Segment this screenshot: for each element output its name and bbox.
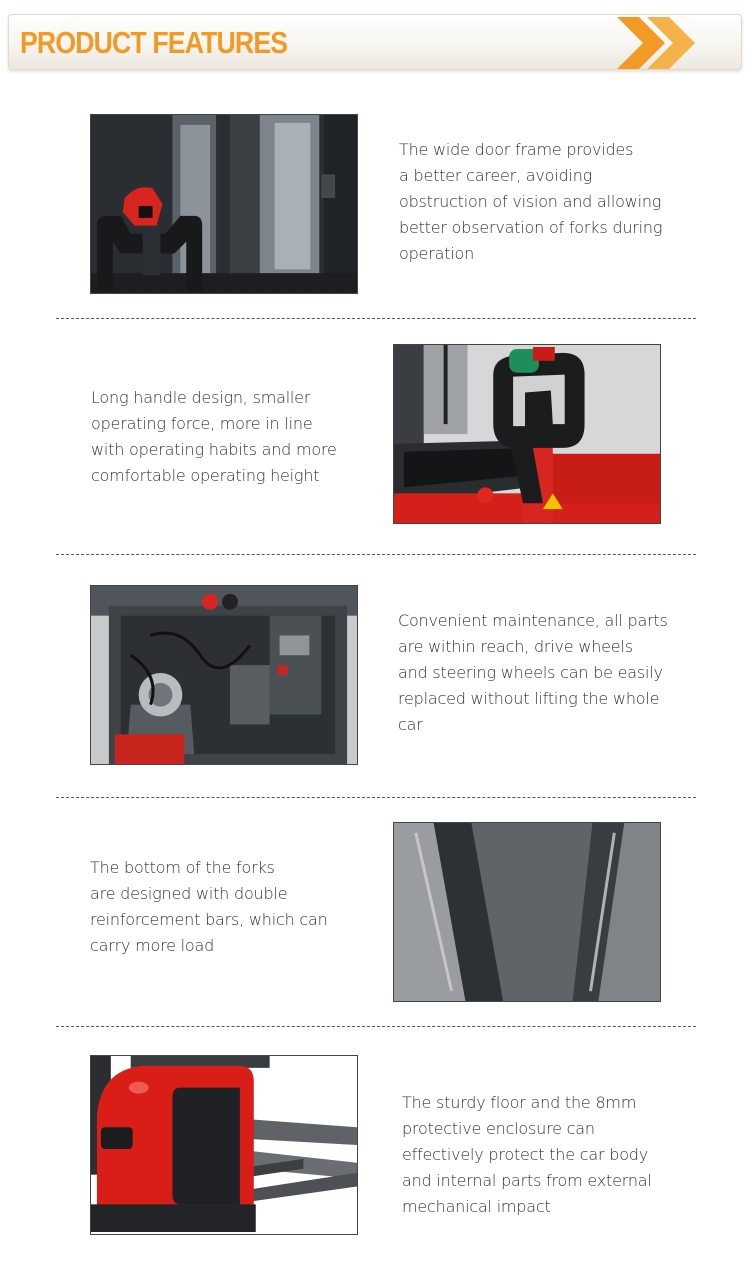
mast-and-handle-photo	[90, 114, 358, 294]
section-divider	[56, 554, 696, 555]
double-chevron-icon	[617, 17, 701, 69]
banner-title: PRODUCT FEATURES	[20, 25, 288, 60]
tiller-handle-photo	[393, 344, 661, 524]
fork-reinforcement-photo	[393, 822, 661, 1002]
section-divider	[56, 797, 696, 798]
feature-description: The sturdy floor and the 8mm protective enclosure can effectively protect the car body and internal parts from external mechanical impact	[402, 1093, 652, 1216]
stacker-body-photo	[90, 1055, 358, 1235]
section-divider	[56, 318, 696, 319]
feature-description: The bottom of the forks are designed with double reinforcement bars, which can carry more load	[90, 858, 328, 955]
internal-components-photo	[90, 585, 358, 765]
section-divider	[56, 1026, 696, 1027]
feature-description: The wide door frame provides a better career, avoiding obstruction of vision and allowing better observation of forks during operation	[399, 140, 663, 263]
feature-description: Long handle design, smaller operating force, more in line with operating habits and more comfortable operating height	[91, 388, 337, 485]
product-features-banner	[8, 14, 742, 70]
feature-description: Convenient maintenance, all parts are within reach, drive wheels and steering wheels can be easily replaced without lifting the whole car	[398, 611, 668, 734]
